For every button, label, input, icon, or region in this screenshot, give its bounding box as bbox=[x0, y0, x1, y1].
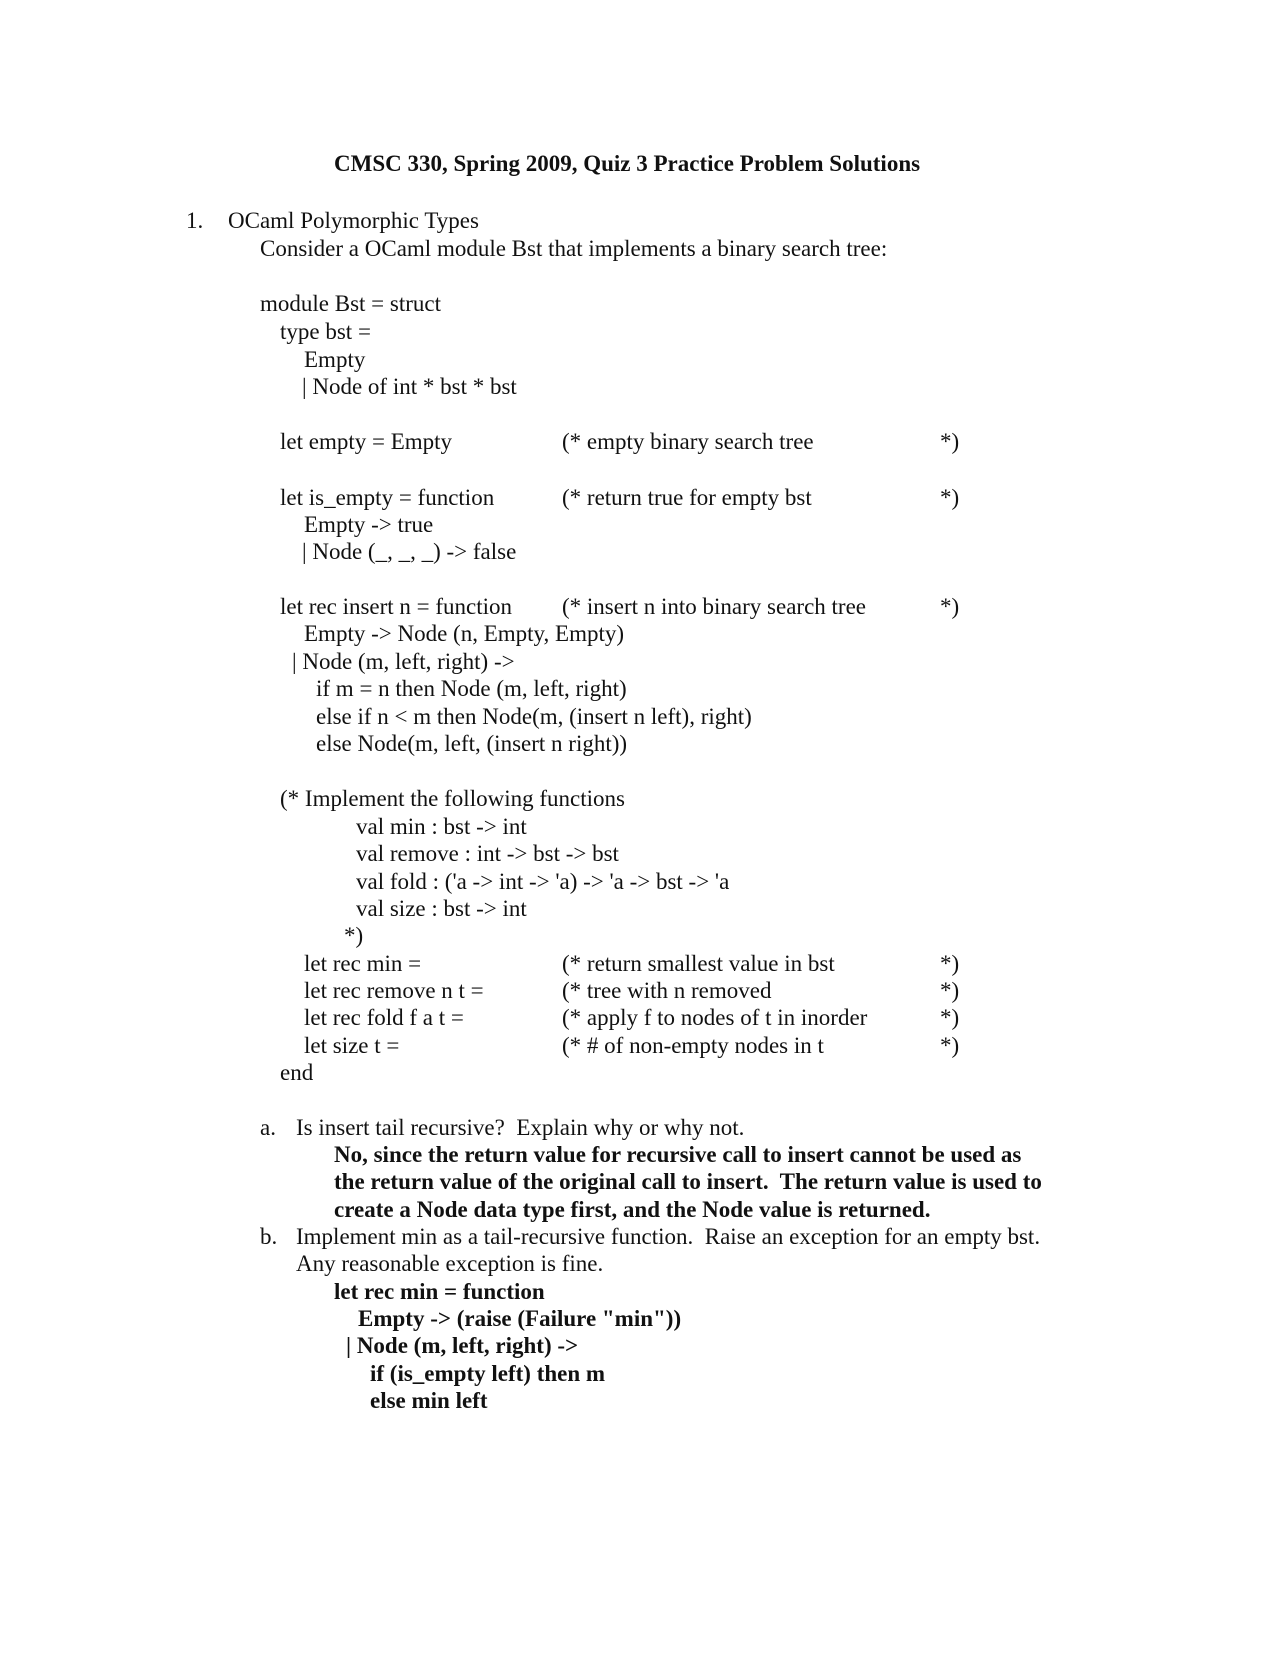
code-line: let size t = bbox=[304, 1033, 400, 1058]
part-b-answer-line: if (is_empty left) then m bbox=[370, 1361, 606, 1386]
comment-end: *) bbox=[940, 429, 960, 454]
code-line: val size : bst -> int bbox=[356, 896, 527, 921]
code-line: type bst = bbox=[280, 319, 371, 344]
code-comment: (* insert n into binary search tree bbox=[562, 594, 866, 619]
code-line: | Node of int * bst * bst bbox=[302, 374, 517, 399]
code-line: let rec remove n t = bbox=[304, 978, 484, 1003]
part-a-answer-line: the return value of the original call to insert. The return value is used to bbox=[334, 1169, 1042, 1194]
code-line: else Node(m, left, (insert n right)) bbox=[316, 731, 628, 756]
part-b-answer-line: else min left bbox=[370, 1388, 488, 1413]
part-a-label: a. bbox=[260, 1115, 276, 1140]
problem-intro: Consider a OCaml module Bst that implements a binary search tree: bbox=[260, 236, 888, 261]
part-b-answer-line: let rec min = function bbox=[334, 1279, 545, 1304]
code-line: Empty -> true bbox=[304, 512, 434, 537]
part-b-question-line: Any reasonable exception is fine. bbox=[296, 1251, 604, 1276]
code-comment: (* Implement the following functions bbox=[280, 786, 625, 811]
code-line: let rec insert n = function bbox=[280, 594, 513, 619]
code-line: let empty = Empty bbox=[280, 429, 453, 454]
part-b-question-line: Implement min as a tail-recursive function. Raise an exception for an empty bst. bbox=[296, 1224, 1041, 1249]
code-line: val fold : ('a -> int -> 'a) -> 'a -> bst -> 'a bbox=[356, 869, 730, 894]
code-comment: (* return true for empty bst bbox=[562, 485, 812, 510]
comment-end: *) bbox=[940, 594, 960, 619]
comment-end: *) bbox=[940, 485, 960, 510]
code-line: | Node (m, left, right) -> bbox=[292, 649, 515, 674]
code-line: let is_empty = function bbox=[280, 485, 495, 510]
comment-end: *) bbox=[940, 951, 960, 976]
code-comment: (* apply f to nodes of t in inorder bbox=[562, 1005, 868, 1030]
comment-end: *) bbox=[940, 1005, 960, 1030]
code-line: if m = n then Node (m, left, right) bbox=[316, 676, 627, 701]
comment-end: *) bbox=[344, 923, 364, 948]
code-line: Empty -> Node (n, Empty, Empty) bbox=[304, 621, 625, 646]
part-a-question: Is insert tail recursive? Explain why or why not. bbox=[296, 1115, 745, 1140]
code-comment: (* tree with n removed bbox=[562, 978, 772, 1003]
code-line: Empty bbox=[304, 347, 366, 372]
code-comment: (* empty binary search tree bbox=[562, 429, 814, 454]
code-line: let rec fold f a t = bbox=[304, 1005, 464, 1030]
code-line: | Node (_, _, _) -> false bbox=[302, 539, 517, 564]
part-a-answer-line: No, since the return value for recursive call to insert cannot be used as bbox=[334, 1142, 1022, 1167]
comment-end: *) bbox=[940, 978, 960, 1003]
comment-end: *) bbox=[940, 1033, 960, 1058]
page-title: CMSC 330, Spring 2009, Quiz 3 Practice Problem Solutions bbox=[334, 151, 921, 176]
code-line: val remove : int -> bst -> bst bbox=[356, 841, 619, 866]
part-a-answer-line: create a Node data type first, and the Node value is returned. bbox=[334, 1197, 931, 1222]
code-line: else if n < m then Node(m, (insert n left), right) bbox=[316, 704, 752, 729]
code-line: let rec min = bbox=[304, 951, 422, 976]
part-b-label: b. bbox=[260, 1224, 278, 1249]
part-b-answer-line: Empty -> (raise (Failure "min")) bbox=[358, 1306, 682, 1331]
code-line: val min : bst -> int bbox=[356, 814, 527, 839]
code-comment: (* return smallest value in bst bbox=[562, 951, 835, 976]
part-b-answer-line: | Node (m, left, right) -> bbox=[346, 1333, 579, 1358]
code-line: end bbox=[280, 1060, 314, 1085]
code-comment: (* # of non-empty nodes in t bbox=[562, 1033, 824, 1058]
problem-heading: OCaml Polymorphic Types bbox=[228, 208, 479, 233]
problem-number: 1. bbox=[186, 208, 204, 233]
code-line: module Bst = struct bbox=[260, 291, 441, 316]
